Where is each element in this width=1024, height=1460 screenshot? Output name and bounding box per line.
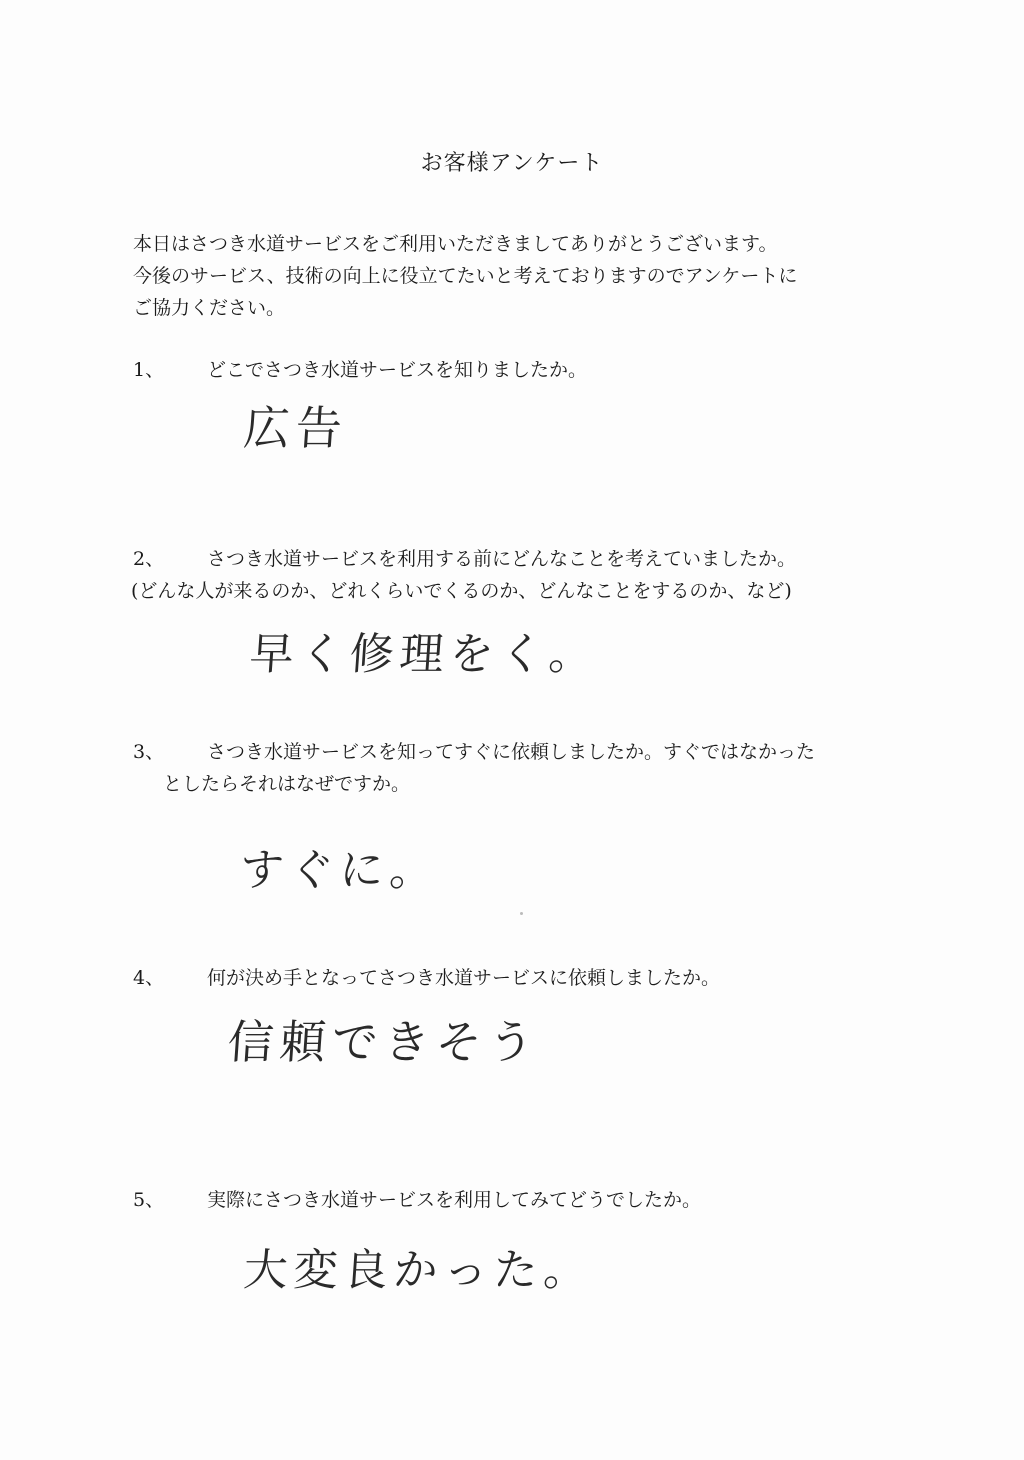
handwritten-answer-5: 大変良かった。 xyxy=(241,1245,596,1296)
page-title: お客様アンケート xyxy=(420,151,604,176)
intro-line: 本日はさつき水道サービスをご利用いただきましてありがとうございます。 xyxy=(133,233,778,255)
question-number: 5、 xyxy=(133,1189,165,1211)
question-4 xyxy=(133,962,720,994)
question-2 xyxy=(133,543,796,607)
intro-line: 今後のサービス、技術の向上に役立てたいと考えておりますのでアンケートに xyxy=(133,265,798,287)
handwritten-answer-3: すぐに。 xyxy=(237,845,442,896)
question-text: 実際にさつき水道サービスを利用してみてどうでしたか。 xyxy=(207,1189,702,1211)
question-text: どこでさつき水道サービスを知りましたか。 xyxy=(207,359,588,381)
question-text-continuation: としたらそれはなぜですか。 xyxy=(163,773,411,795)
question-1 xyxy=(133,354,587,386)
question-text: さつき水道サービスを知ってすぐに依頼しましたか。すぐではなかった xyxy=(207,741,816,763)
intro-text xyxy=(133,228,893,324)
question-text: 何が決め手となってさつき水道サービスに依頼しましたか。 xyxy=(207,967,721,989)
handwritten-answer-2: 早く修理をく。 xyxy=(247,629,601,680)
question-number: 3、 xyxy=(133,741,165,763)
question-5 xyxy=(133,1184,701,1216)
question-3 xyxy=(133,736,815,800)
intro-line: ご協力ください。 xyxy=(133,297,286,319)
question-text-continuation: (どんな人が来るのか、どれくらいでくるのか、どんなことをするのか、など) xyxy=(131,580,792,602)
question-number: 4、 xyxy=(133,967,165,989)
question-number: 2、 xyxy=(133,548,165,570)
question-text: さつき水道サービスを利用する前にどんなことを考えていましたか。 xyxy=(207,548,797,570)
handwritten-answer-4: 信頼できそう xyxy=(225,1015,542,1069)
question-number: 1、 xyxy=(133,359,165,381)
paper-speck xyxy=(520,912,523,915)
handwritten-answer-1: 広告 xyxy=(241,401,350,455)
